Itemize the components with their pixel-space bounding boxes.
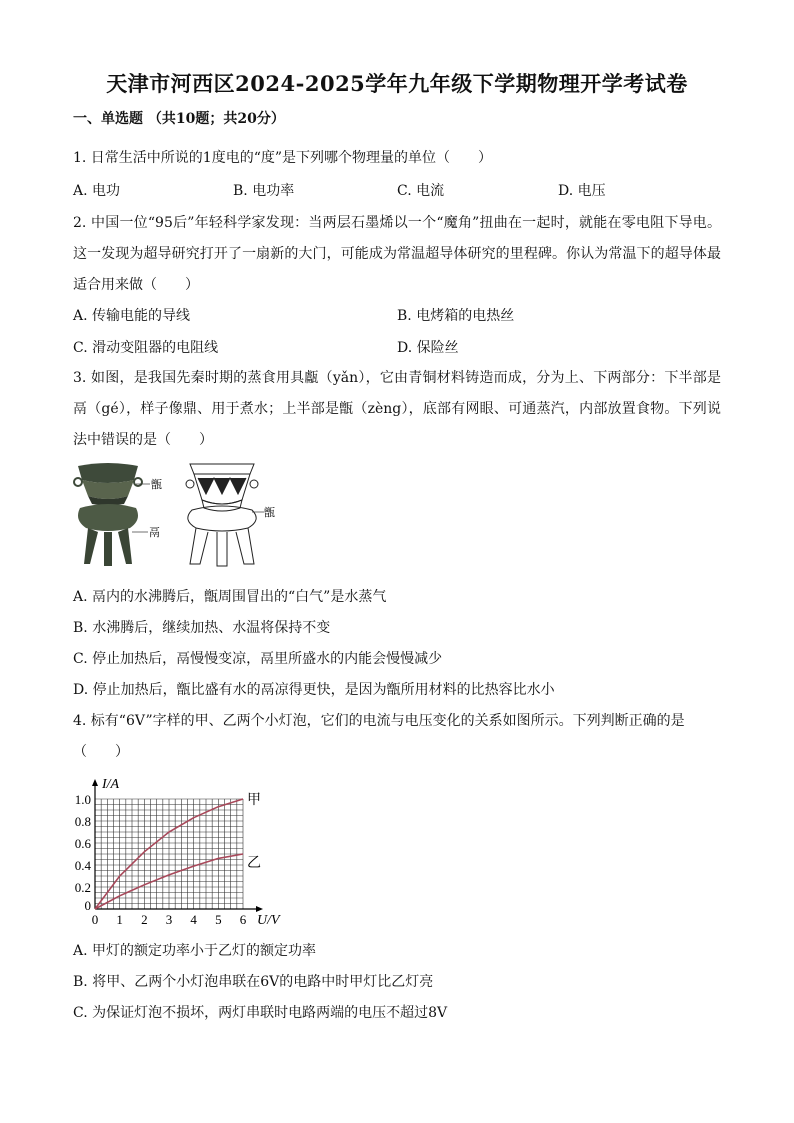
series-label: 乙 — [247, 856, 261, 871]
q2-option-c[interactable]: C. 滑动变阻器的电阻线 — [73, 340, 219, 356]
q2-option-b[interactable]: B. 电烤箱的电热丝 — [397, 308, 515, 324]
q1-option-b[interactable]: B. 电功率 — [233, 183, 295, 199]
y-tick-label: 0.4 — [74, 858, 91, 873]
section-heading: 一、单选题 （共10题；共20分） — [73, 111, 285, 127]
x-axis-label: U/V — [257, 913, 280, 928]
q2-option-d[interactable]: D. 保险丝 — [397, 340, 459, 356]
q4-option-c[interactable]: C. 为保证灯泡不损坏，两灯串联时电路两端的电压不超过8V — [73, 1005, 448, 1021]
x-tick-label: 5 — [215, 912, 222, 927]
x-tick-label: 1 — [116, 912, 123, 927]
q4-option-b[interactable]: B. 将甲、乙两个小灯泡串联在6V的电路中时甲灯比乙灯亮 — [73, 974, 434, 990]
bronze-vessel-figure — [72, 460, 277, 572]
question-4-stem-cont: （ ） — [73, 744, 129, 760]
x-tick-label: 0 — [91, 912, 99, 927]
label-lower: 鬲 — [149, 527, 160, 539]
series-label: 甲 — [247, 793, 261, 808]
vessel-photo-and-sketch — [72, 460, 277, 572]
x-tick-label: 2 — [141, 912, 148, 927]
q2-option-a[interactable]: A. 传输电能的导线 — [73, 308, 191, 324]
x-tick-label: 4 — [190, 912, 197, 927]
q3-option-b[interactable]: B. 水沸腾后，继续加热、水温将保持不变 — [73, 620, 331, 636]
iv-chart-svg — [62, 770, 292, 930]
x-axis-arrow — [256, 906, 263, 912]
y-tick-label: 0.8 — [74, 814, 91, 829]
y-tick-label: 0 — [84, 898, 91, 913]
label-upper: 甑 — [151, 479, 162, 491]
y-tick-label: 0.6 — [74, 836, 91, 851]
q3-option-d[interactable]: D. 停止加热后，甑比盛有水的鬲凉得更快，是因为甑所用材料的比热容比水小 — [73, 682, 555, 698]
question-3-stem: 3. 如图，是我国先秦时期的蒸食用具甗（yǎn），它由青铜材料铸造而成，分为上、下两部分：下半部是鬲（gé），样子像鼎、用于煮水；上半部是甑（zèng），底部有网眼、可通蒸汽，内部放置食物。下列说法中错误的是（ ） — [73, 370, 721, 448]
x-tick-label: 3 — [165, 912, 173, 927]
iv-chart — [62, 770, 292, 930]
sketch-label-upper: 甑 — [264, 507, 275, 519]
question-4-stem: 4. 标有“6V”字样的甲、乙两个小灯泡，它们的电流与电压变化的关系如图所示。下列判断正确的是 — [73, 713, 685, 729]
y-tick-label: 1.0 — [74, 792, 91, 807]
question-1-stem: 1. 日常生活中所说的1度电的“度”是下列哪个物理量的单位（ ） — [73, 150, 493, 166]
q3-option-a[interactable]: A. 鬲内的水沸腾后，甑周围冒出的“白气”是水蒸气 — [73, 589, 387, 605]
y-tick-label: 0.2 — [74, 880, 91, 895]
y-axis-label: I/A — [102, 777, 120, 792]
q3-option-c[interactable]: C. 停止加热后，鬲慢慢变凉，鬲里所盛水的内能会慢慢减少 — [73, 651, 443, 667]
q1-option-c[interactable]: C. 电流 — [397, 183, 445, 199]
x-tick-label: 6 — [239, 912, 247, 927]
page-title: 天津市河西区2024-2025学年九年级下学期物理开学考试卷 — [106, 71, 688, 96]
q1-option-d[interactable]: D. 电压 — [558, 183, 606, 199]
question-2-stem: 2. 中国一位“95后”年轻科学家发现：当两层石墨烯以一个“魔角”扭曲在一起时，就能在零电阻下导电。这一发现为超导研究打开了一扇新的大门，可能成为常温超导体研究的里程碑。你认为常温下的超导体最适合用来做（ ） — [73, 215, 721, 293]
q4-option-a[interactable]: A. 甲灯的额定功率小于乙灯的额定功率 — [73, 943, 317, 959]
y-axis-arrow — [92, 779, 98, 786]
q1-option-a[interactable]: A. 电功 — [73, 183, 121, 199]
